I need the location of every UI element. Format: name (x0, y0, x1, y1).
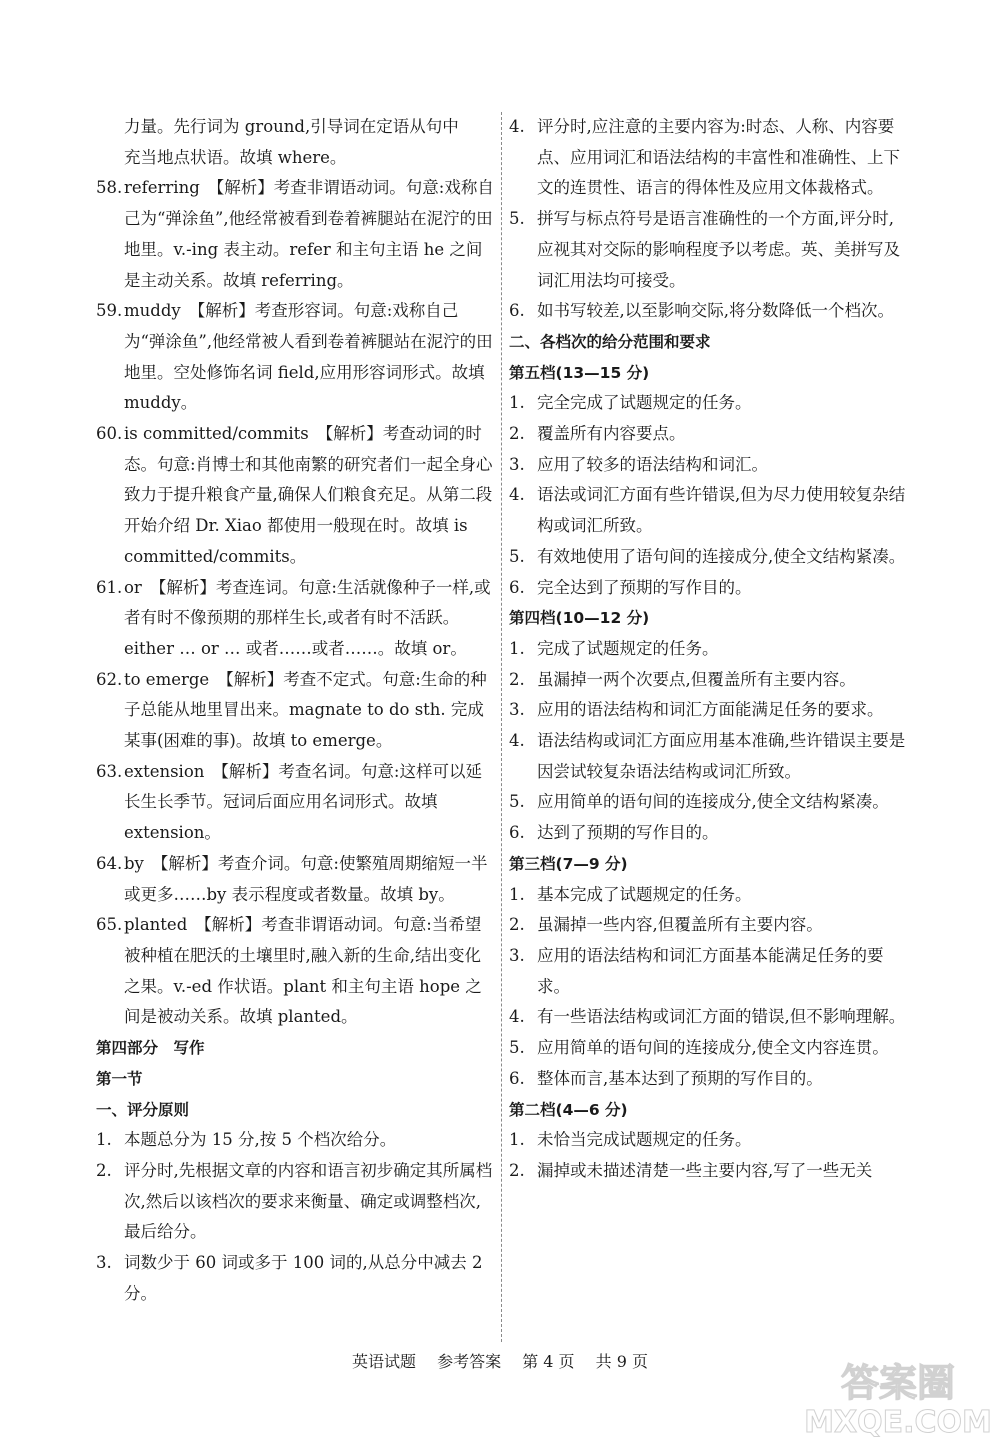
item-number: 58. (96, 178, 123, 198)
level-text: 应用的语法结构和词汇方面基本能满足任务的要求。 (537, 945, 884, 996)
level-text: 基本完成了试题规定的任务。 (537, 884, 752, 904)
item-number: 61. (96, 577, 123, 597)
answer-text: is committed/commits (124, 424, 309, 444)
principle-item (96, 1248, 494, 1309)
principle-text: 评分时,先根据文章的内容和语言初步确定其所属档次,然后以该档次的要求来衡量、确定或调整档次,最后给分。 (124, 1160, 493, 1242)
answer-item (96, 910, 494, 1033)
item-number: 2. (509, 669, 525, 689)
principle-item (96, 1125, 494, 1156)
level-text: 有效地使用了语句间的连接成分,使全文结构紧凑。 (537, 546, 906, 566)
level-text: 达到了预期的写作目的。 (537, 823, 719, 843)
item-number: 65. (96, 915, 123, 935)
answer-item (96, 849, 494, 910)
level-item (509, 573, 907, 604)
principle-text: 本题总分为 15 分,按 5 个档次给分。 (124, 1130, 397, 1150)
footer-subject: 英语试题 (351, 1352, 416, 1371)
analysis-text: 考查连词。句意:生活就像种子一样,或者有时不像预期的那样生长,或者有时不活跃。either … or … 或者……或者……。故填 or。 (124, 577, 491, 658)
level-text: 未恰当完成试题规定的任务。 (537, 1130, 752, 1150)
watermark-bottom-text: MXQE.COM (804, 1405, 992, 1440)
item-number: 1. (509, 393, 525, 413)
section-heading: 第一节 (96, 1069, 143, 1088)
item-number: 3. (509, 700, 525, 720)
answer-item (96, 757, 494, 849)
level-item (509, 419, 907, 450)
answer-text: to emerge (124, 669, 210, 689)
level-text: 应用简单的语句间的连接成分,使全文结构紧凑。 (537, 792, 889, 812)
item-number: 59. (96, 301, 123, 321)
level-item (509, 542, 907, 573)
level-item (509, 1156, 907, 1187)
footer-total: 共 9 页 (595, 1352, 649, 1371)
level-text: 完全达到了预期的写作目的。 (537, 577, 752, 597)
level-title: 第三档(7—9 分) (509, 854, 628, 873)
principle-item (509, 296, 907, 327)
answer-item (96, 573, 494, 665)
answer-item (96, 296, 494, 419)
answer-text: referring (124, 178, 200, 198)
level-text: 应用了较多的语法结构和词汇。 (537, 454, 768, 474)
level-text: 虽漏掉一些内容,但覆盖所有主要内容。 (537, 915, 823, 935)
principle-text: 评分时,应注意的主要内容为:时态、人称、内容要点、应用词汇和语法结构的丰富性和准确性、上下文的连贯性、语言的得体性及应用文体裁格式。 (537, 117, 900, 198)
analysis-tag: 【解析】 (207, 178, 274, 198)
item-number: 5. (509, 546, 525, 566)
continued-line: 充当地点状语。故填 where。 (124, 147, 347, 167)
footer-label: 参考答案 (437, 1352, 502, 1371)
item-number: 3. (509, 454, 525, 474)
principle-text: 词数少于 60 词或多于 100 词的,从总分中减去 2 分。 (124, 1253, 483, 1303)
level-item (509, 726, 907, 787)
item-number: 3. (509, 945, 525, 965)
level-title: 第二档(4—6 分) (509, 1100, 628, 1119)
answer-text: by (124, 853, 144, 873)
analysis-text: 考查名词。句意:这样可以延长生长季节。冠词后面应用名词形式。故填 extension。 (124, 761, 482, 843)
level-item (509, 480, 907, 541)
level-text: 完成了试题规定的任务。 (537, 638, 719, 658)
analysis-text: 考查形容词。句意:戏称自己为“弹涂鱼”,他经常被人看到卷着裤腿站在泥泞的田地里。空处修饰名词 field,应用形容词形式。故填 muddy。 (124, 301, 493, 413)
analysis-text: 考查不定式。句意:生命的种子总能从地里冒出来。magnate to do sth. 完成某事(困难的事)。故填 to emerge。 (124, 669, 487, 751)
level-text: 有一些语法结构或词汇方面的错误,但不影响理解。 (537, 1007, 906, 1027)
item-number: 5. (509, 792, 525, 812)
level-text: 语法结构或词汇方面应用基本准确,些许错误主要是因尝试较复杂语法结构或词汇所致。 (537, 731, 906, 781)
watermark-logo (800, 1352, 996, 1440)
answer-text: or (124, 577, 142, 597)
level-text: 完全完成了试题规定的任务。 (537, 393, 752, 413)
level-text: 语法或词汇方面有些许错误,但为尽力使用较复杂结构或词汇所致。 (537, 485, 906, 536)
answer-item (96, 419, 494, 573)
item-number: 6. (509, 1068, 525, 1088)
level-item (509, 388, 907, 419)
level-text: 整体而言,基本达到了预期的写作目的。 (537, 1068, 823, 1088)
level-item (509, 1033, 907, 1064)
level-item (509, 910, 907, 941)
level-item (509, 787, 907, 818)
item-number: 62. (96, 669, 123, 689)
level-item (509, 880, 907, 911)
analysis-tag: 【解析】 (151, 853, 218, 873)
item-number: 6. (509, 301, 525, 321)
item-number: 4. (509, 117, 525, 136)
level-item (509, 1125, 907, 1156)
analysis-text: 考查介词。句意:使繁殖周期缩短一半或更多……by 表示程度或者数量。故填 by。 (124, 853, 488, 904)
level-text: 漏掉或未描述清楚一些主要内容,写了一些无关 (537, 1160, 873, 1180)
item-number: 2. (509, 1160, 525, 1180)
level-item (509, 634, 907, 665)
item-number: 2. (509, 915, 525, 935)
continued-line: 力量。先行词为 ground,引导词在定语从句中 (124, 117, 459, 136)
item-number: 4. (509, 731, 525, 751)
answer-text: extension (124, 761, 205, 781)
watermark-top-text: 答案圈 (840, 1361, 956, 1405)
principle-item (96, 1156, 494, 1248)
item-number: 6. (509, 577, 525, 597)
left-column (96, 112, 494, 1309)
analysis-text: 考查非谓语动词。句意:当希望被种植在肥沃的土壤里时,融入新的生命,结出变化之果。v.-ed 作状语。plant 和主句主语 hope 之间是被动关系。故填 planted。 (124, 915, 482, 1027)
item-number: 1. (509, 884, 525, 904)
item-number: 6. (509, 823, 525, 843)
answer-text: planted (124, 915, 188, 935)
column-divider (501, 112, 502, 1342)
analysis-tag: 【解析】 (217, 669, 284, 689)
level-title: 第四档(10—12 分) (509, 609, 650, 628)
part-heading: 第四部分 写作 (96, 1039, 205, 1058)
answer-item (96, 173, 494, 296)
analysis-tag: 【解析】 (212, 761, 279, 781)
principle-text: 如书写较差,以至影响交际,将分数降低一个档次。 (537, 301, 894, 321)
item-number: 1. (509, 1130, 525, 1150)
level-item (509, 818, 907, 849)
answer-item (96, 665, 494, 757)
level-item (509, 665, 907, 696)
level-title: 第五档(13—15 分) (509, 363, 650, 382)
principle-item (509, 204, 907, 296)
level-text: 应用的语法结构和词汇方面能满足任务的要求。 (537, 700, 884, 720)
item-number: 2. (96, 1160, 112, 1180)
answer-text: muddy (124, 301, 181, 321)
item-number: 60. (96, 424, 123, 444)
item-number: 4. (509, 485, 525, 505)
level-item (509, 695, 907, 726)
analysis-text: 考查非谓语动词。句意:戏称自己为“弹涂鱼”,他经常被看到卷着裤腿站在泥泞的田地里。v.-ing 表主动。refer 和主句主语 he 之间是主动关系。故填 referring。 (124, 178, 494, 290)
principles-heading: 一、评分原则 (96, 1100, 190, 1119)
level-text: 覆盖所有内容要点。 (537, 424, 686, 444)
item-number: 3. (96, 1253, 112, 1273)
level-item (509, 941, 907, 1002)
analysis-tag: 【解析】 (316, 424, 383, 444)
level-text: 虽漏掉一两个次要点,但覆盖所有主要内容。 (537, 669, 856, 689)
principle-item (509, 112, 907, 204)
footer-page: 第 4 页 (522, 1352, 575, 1371)
item-number: 4. (509, 1007, 525, 1027)
item-number: 64. (96, 853, 123, 873)
principle-text: 拼写与标点符号是语言准确性的一个方面,评分时,应视其对交际的影响程度予以考虑。英、美拼写及词汇用法均可接受。 (537, 209, 900, 290)
item-number: 2. (509, 424, 525, 444)
item-number: 1. (96, 1130, 112, 1150)
item-number: 63. (96, 761, 123, 781)
analysis-tag: 【解析】 (188, 301, 255, 321)
analysis-text: 考查动词的时态。句意:肖博士和其他南繁的研究者们一起全身心致力于提升粮食产量,确保人们粮食充足。从第二段开始介绍 Dr. Xiao 都使用一般现在时。故填 is committed/commits。 (124, 424, 493, 566)
item-number: 5. (509, 209, 525, 229)
analysis-tag: 【解析】 (149, 577, 216, 597)
item-number: 5. (509, 1038, 525, 1058)
levels-heading: 二、各档次的给分范围和要求 (509, 332, 711, 351)
level-item (509, 1064, 907, 1095)
analysis-tag: 【解析】 (195, 915, 262, 935)
item-number: 1. (509, 638, 525, 658)
right-column (509, 112, 907, 1187)
level-item (509, 1002, 907, 1033)
level-item (509, 450, 907, 481)
level-text: 应用简单的语句间的连接成分,使全文内容连贯。 (537, 1038, 889, 1058)
